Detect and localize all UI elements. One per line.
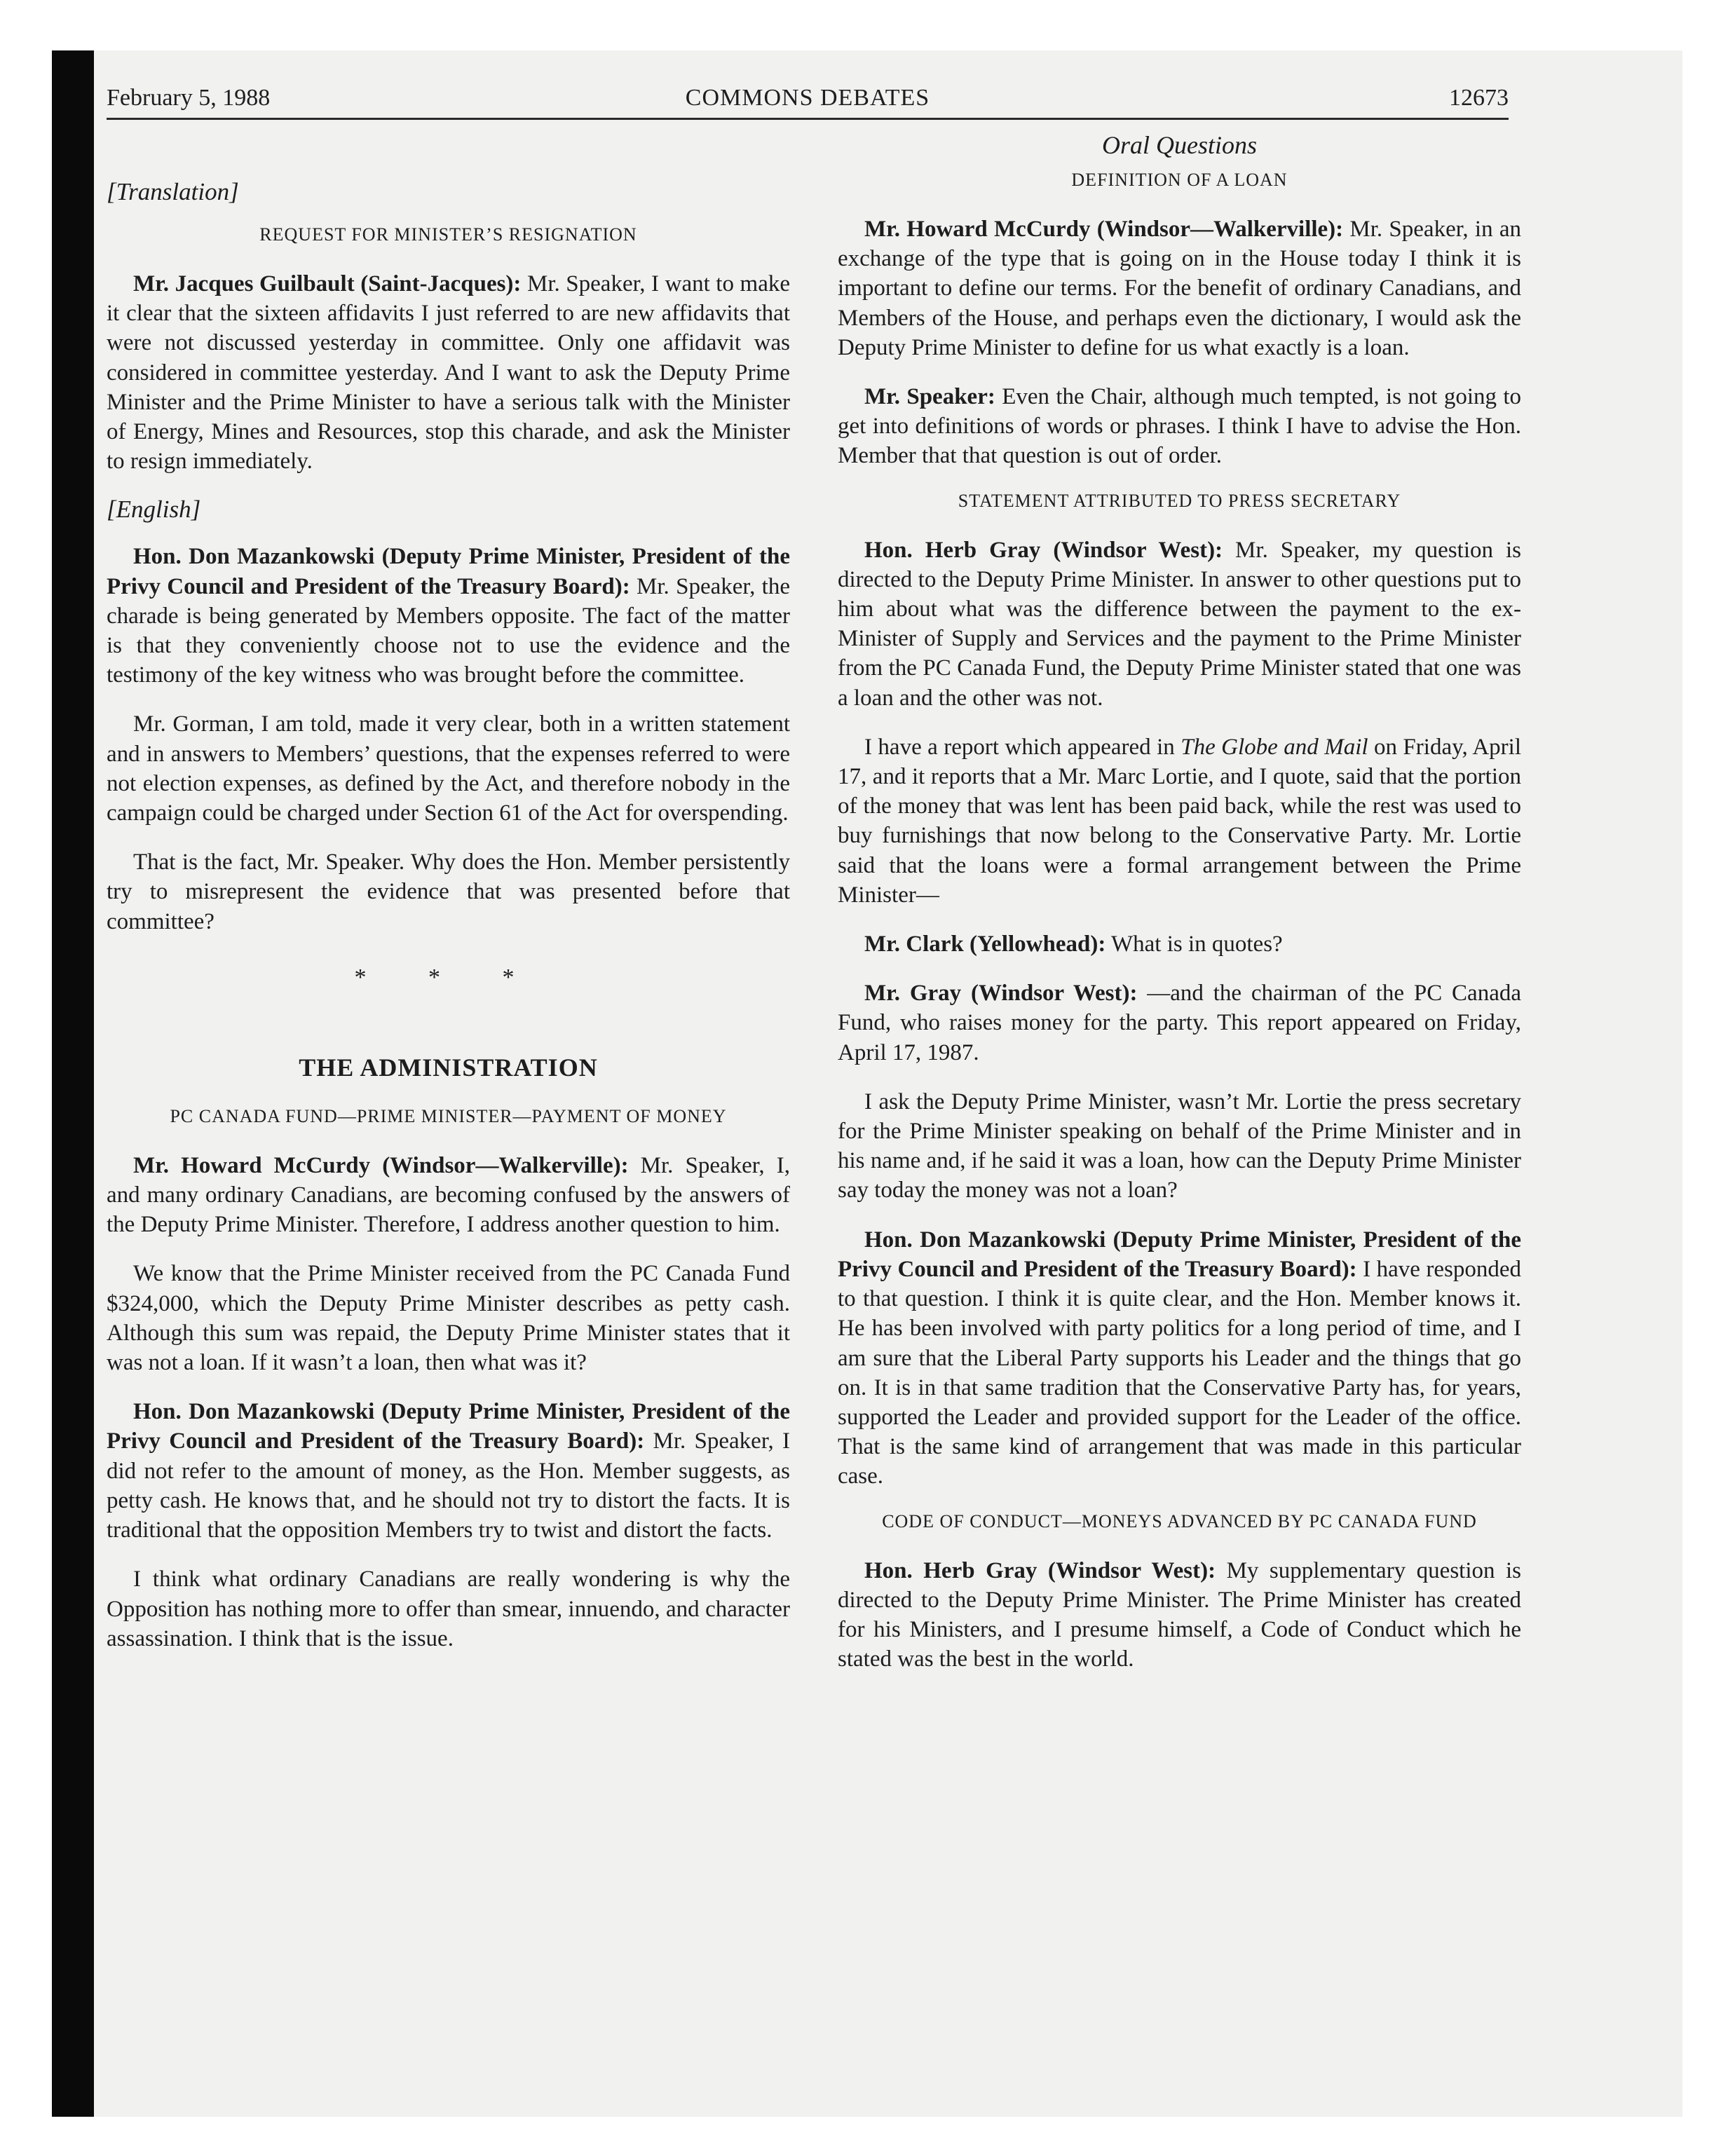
english-tag: [English] <box>107 496 201 524</box>
speech-clark <box>838 929 1521 959</box>
speech-paragraph: We know that the Prime Minister received from the PC Canada Fund $324,000, which the Deputy Prime Minister describes as petty cash. Although this sum was repaid, the Deputy Prime Minister states that it was not a loan. If it wasn’t a loan, then what was it? <box>107 1261 790 1376</box>
header-page-number: 12673 <box>1449 85 1509 111</box>
speaker-name: Mr. Howard McCurdy (Windsor—Walkerville): <box>133 1152 629 1178</box>
page-header <box>107 83 1509 120</box>
speech-paragraph: I ask the Deputy Prime Minister, wasn’t Mr. Lortie the press secretary for the Prime Minister speaking on behalf of the Prime Minister and in his name and, if he said it was a loan, how can the Deputy Prime Minister say today the money was not a loan? <box>838 1089 1521 1203</box>
speech-mazankowski-2 <box>107 1397 790 1545</box>
header-date: February 5, 1988 <box>107 85 271 111</box>
section-divider-stars: * * * <box>354 964 543 990</box>
speaker-name: Hon. Herb Gray (Windsor West): <box>864 537 1223 563</box>
speech-text: Mr. Speaker, I did not refer to the amount of money, as the Hon. Member suggests, as petty cash. He knows that, and he should not try to distort the facts. It is traditional that the opposition Members try to twist and distort the facts. <box>107 1428 790 1543</box>
speech-mccurdy-2 <box>838 214 1521 362</box>
speech-mccurdy-1 <box>107 1151 790 1240</box>
subhead-statement: STATEMENT ATTRIBUTED TO PRESS SECRETARY <box>958 490 1401 511</box>
speech-text: I have responded to that question. I think it is quite clear, and the Hon. Member knows it. He has been involved with party politics for a long period of time, and I am sure that the Liberal Party supports his Leader and the things that go on. It is in that same tradition that the Conservative Party has, for years, supported the Leader and provided support for the Leader of the office. That is the same kind of arrangement that was made in this particular case. <box>838 1256 1521 1489</box>
speech-text: Mr. Speaker, in an exchange of the type that is going on in the House today I think it is important to define our terms. For the benefit of ordinary Canadians, and Members of the House, and perhaps even the dictionary, I would ask the Deputy Prime Minister to define for us what exactly is a loan. <box>838 217 1521 360</box>
speech-text: Mr. Speaker, my question is directed to the Deputy Prime Minister. In answer to other questions put to him about what was the difference between the payment to the ex-Minister of Supply and Services and the payment to the Prime Minister from the PC Canada Fund, the Deputy Prime Minister stated that one was a loan and the other was not. <box>838 537 1521 711</box>
speaker-name: Hon. Don Mazankowski (Deputy Prime Minister, President of the Privy Council and President of the Treasury Board): <box>838 1227 1521 1282</box>
speech-speaker <box>838 382 1521 471</box>
subhead-loan: DEFINITION OF A LOAN <box>1071 170 1288 190</box>
speech-paragraph: That is the fact, Mr. Speaker. Why does the Hon. Member persistently try to misrepresent the evidence that was presented before that committee? <box>107 850 790 934</box>
binding-edge <box>52 50 94 2117</box>
speech-gray-3 <box>838 1556 1521 1674</box>
speech-text: Mr. Speaker, I, and many ordinary Canadians, are becoming confused by the answers of the Deputy Prime Minister. Therefore, I address another question to him. <box>107 1152 790 1238</box>
speech-paragraph: Mr. Gorman, I am told, made it very clear, both in a written statement and in answers to Members’ questions, that the expenses referred to were not election expenses, as defined by the Act, and therefore nobody in the campaign could be charged under Section 61 of the Act for overspending. <box>107 711 790 826</box>
speech-mazankowski-3 <box>838 1225 1521 1492</box>
subhead-pc-fund: PC CANADA FUND—PRIME MINISTER—PAYMENT OF MONEY <box>170 1105 727 1126</box>
speech-paragraph <box>838 732 1521 910</box>
translation-tag: [Translation] <box>107 178 239 205</box>
speaker-name: Mr. Howard McCurdy (Windsor—Walkerville): <box>864 217 1344 242</box>
speaker-name: Hon. Herb Gray (Windsor West): <box>864 1557 1216 1583</box>
speaker-name: Mr. Speaker: <box>864 384 995 410</box>
left-column <box>107 168 790 1673</box>
right-column <box>838 130 1521 1693</box>
speech-text: —and the chairman of the PC Canada Fund, who raises money for the party. This report appeared on Friday, April 17, 1987. <box>838 981 1521 1065</box>
speech-mazankowski-1 <box>107 542 790 690</box>
subhead-resignation: REQUEST FOR MINISTER’S RESIGNATION <box>259 224 637 245</box>
speech-paragraph: I think what ordinary Canadians are really wondering is why the Opposition has nothing more to offer than smear, innuendo, and character assassination. I think that is the issue. <box>107 1567 790 1651</box>
speaker-name: Mr. Clark (Yellowhead): <box>864 932 1106 957</box>
speaker-name: Hon. Don Mazankowski (Deputy Prime Minister, President of the Privy Council and President of the Treasury Board): <box>107 544 790 599</box>
speech-text: Mr. Speaker, the charade is being generated by Members opposite. The fact of the matter is that they conveniently choose not to use the evidence and the testimony of the key witness who was brought before the committee. <box>107 573 790 688</box>
speaker-name: Mr. Jacques Guilbault (Saint-Jacques): <box>133 271 522 296</box>
speech-text: on Friday, April 17, and it reports that a Mr. Marc Lortie, and I quote, said that the portion of the money that was lent has been paid back, while the rest was used to buy furnishings that now belong to the Conservative Party. Mr. Lortie said that the loans were a formal arrangement between the Prime Minister— <box>838 734 1521 908</box>
speech-gray-1 <box>838 535 1521 713</box>
speech-guilbault <box>107 269 790 476</box>
header-title: COMMONS DEBATES <box>685 85 930 111</box>
speech-text: My supplementary question is directed to the Deputy Prime Minister. The Prime Minister has created for his Ministers, and I presume himself, a Code of Conduct which he stated was the best in the world. <box>838 1557 1521 1672</box>
speech-text: I have a report which appeared in <box>864 734 1181 760</box>
section-title: THE ADMINISTRATION <box>299 1053 598 1082</box>
speaker-name: Hon. Don Mazankowski (Deputy Prime Minister, President of the Privy Council and President of the Treasury Board): <box>107 1399 790 1454</box>
speech-gray-2 <box>838 978 1521 1067</box>
speech-text: Mr. Speaker, I want to make it clear that the sixteen affidavits I just referred to are new affidavits that were not discussed yesterday in committee. Only one affidavit was considered in committee yesterday. And I want to ask the Deputy Prime Minister and the Prime Minister to have a serious talk with the Minister of Energy, Mines and Resources, stop this charade, and ask the Minister to resign immediately. <box>107 271 790 475</box>
publication-name: The Globe and Mail <box>1181 734 1368 760</box>
rubric-oral-questions: Oral Questions <box>1101 131 1257 159</box>
subhead-code-of-conduct: CODE OF CONDUCT—MONEYS ADVANCED BY PC CANADA FUND <box>882 1510 1477 1531</box>
speaker-name: Mr. Gray (Windsor West): <box>864 981 1138 1007</box>
speech-text: What is in quotes? <box>1105 932 1283 957</box>
speech-text: Even the Chair, although much tempted, is not going to get into definitions of words or phrases. I think I have to advise the Hon. Member that that question is out of order. <box>838 384 1521 469</box>
